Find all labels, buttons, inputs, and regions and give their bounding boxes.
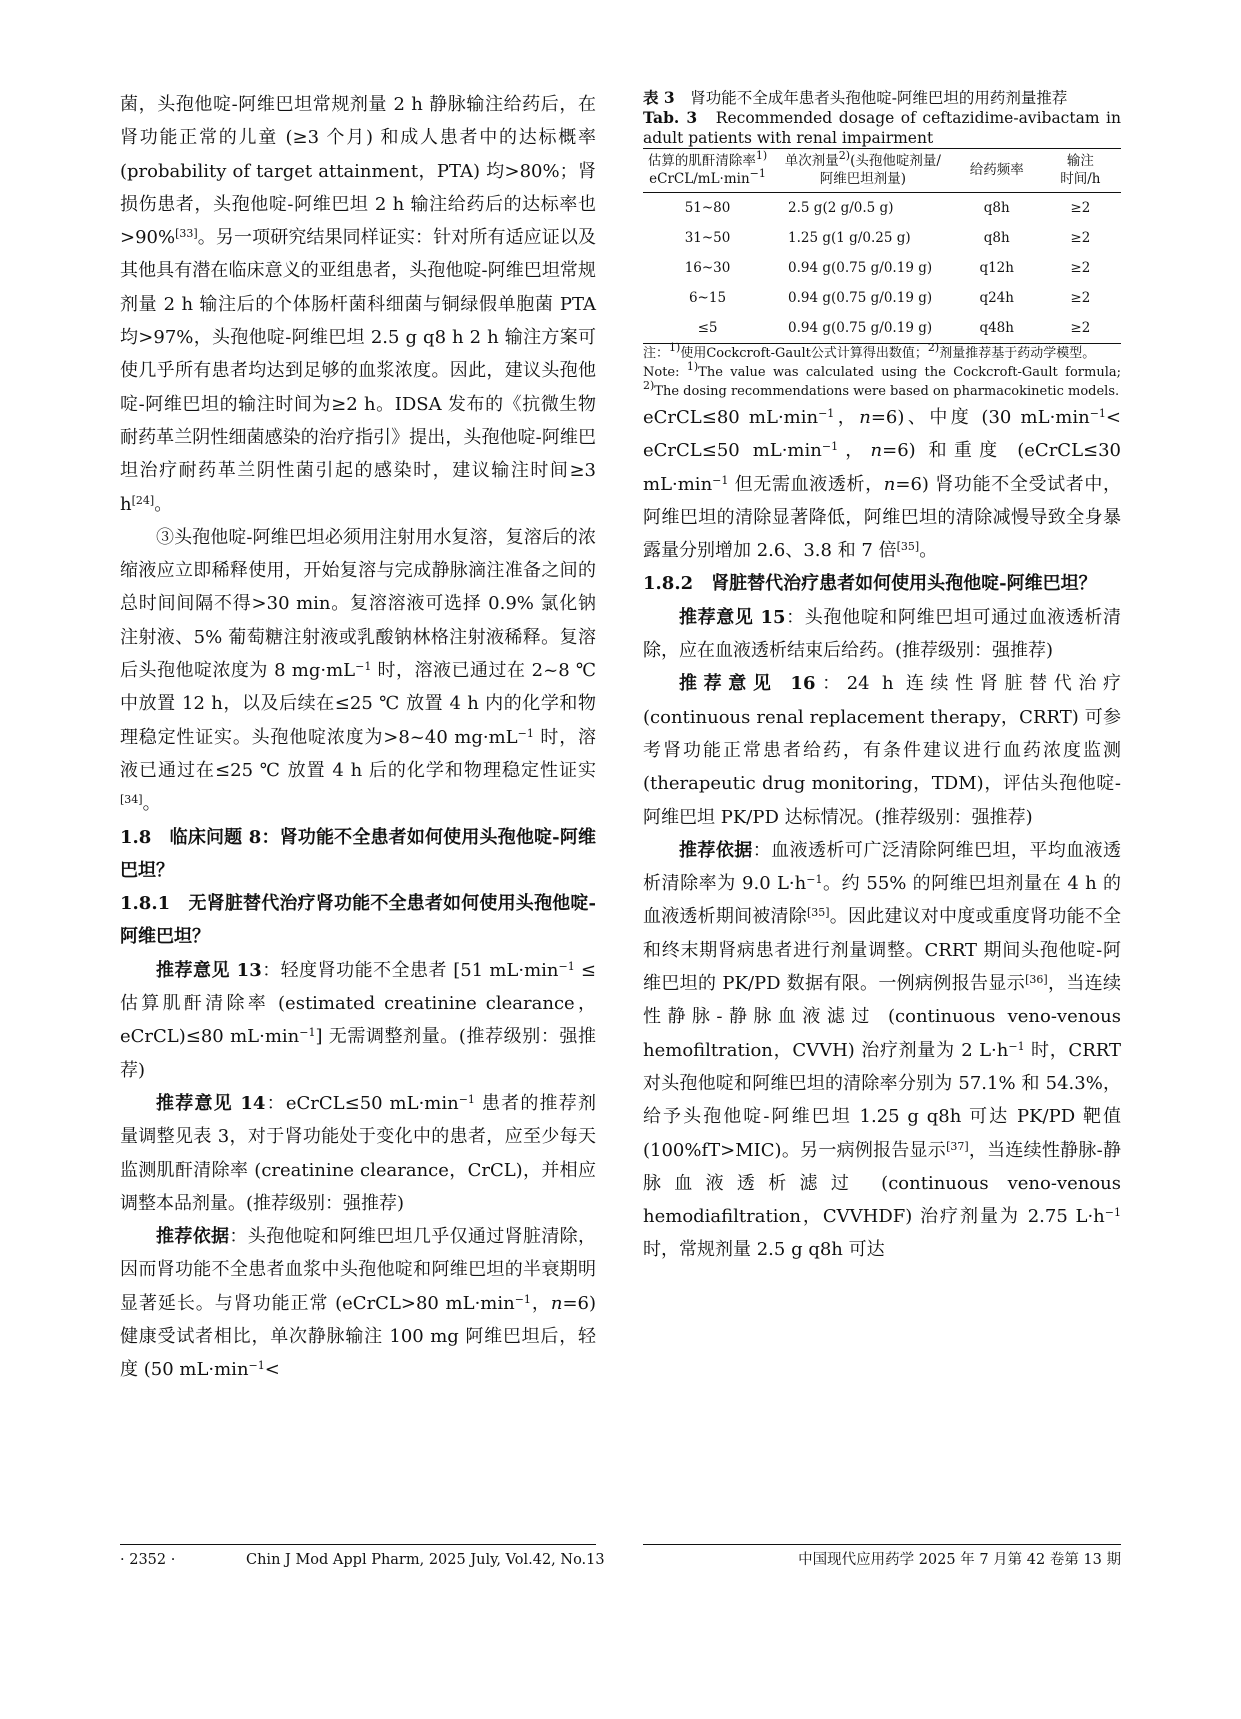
- header-dose: 单次剂量$^{2)}$(头孢他啶剂量/ 阿维巴坦剂量): [784, 149, 941, 187]
- table-caption-cn: 表 3 肾功能不全成年患者头孢他啶-阿维巴坦的用药剂量推荐: [643, 88, 1068, 107]
- paragraph-clearance: eCrCL≤80 $mL\cdot\min^{-1}$，n=6)、中度 (30 $mL\cdot\min^{-1}<$ eCrCL≤50 $mL\cdot\min^{-1}$，n=6) 和重度 (eCrCL≤30 $mL\cdot\min^{-1}$ 但无需血液透析，n=6) 肾功能不全受试者中，阿维巴坦的清除显著降低，阿维巴坦的清除减慢导致全身暴露量分别增加 2.6、3.8 和 7 倍[35]。: [643, 407, 1122, 562]
- header-frequency: 给药频率: [969, 162, 1024, 178]
- section-heading-1-8: 1.8 临床问题 8：肾功能不全患者如何使用头孢他啶-阿维巴坦？: [120, 826, 596, 881]
- recommendation-16: 推荐意见 16：24 h 连续性肾脏替代治疗 (continuous renal replacement therapy，CRRT) 可参考肾功能正常患者给药，有条件建议进行血药浓度监测 (therapeutic drug monitoring，TDM)，评估头孢他啶-阿维巴坦 PK/PD 达标情况。(推荐级别：强推荐): [643, 673, 1121, 828]
- table-row: 16~30 0.94 g(0.75 g/0.19 g) q12h ≥2: [684, 260, 1091, 276]
- citation: [34]: [120, 793, 143, 807]
- recommendation-14: 推荐意见 14：eCrCL≤50 $mL\cdot\min^{-1}$ 患者的推荐剂量调整见表 3，对于肾功能处于变化中的患者，应至少每天监测肌酐清除率 (creatinine clearance，CrCL)，并相应调整本品剂量。(推荐级别：强推荐): [120, 1092, 596, 1214]
- table-3-block: [643, 88, 1121, 401]
- header-crcl: 估算的肌酐清除率$^{1)}$ eCrCL/$mL\cdot\min^{-1}$: [647, 149, 768, 187]
- citation: [33]: [175, 227, 198, 241]
- citation: [36]: [1025, 973, 1048, 987]
- table-note-en: Note: $^{1)}$The value was calculated using the Cockcroft-Gault formula; $^{2)}$The dosing recommendations were based on pharmacokinetic models.: [643, 360, 1121, 399]
- right-column: [643, 88, 1121, 1267]
- dosage-table: [643, 148, 1121, 344]
- table-row: ≤5 0.94 g(0.75 g/0.19 g) q48h ≥2: [697, 320, 1091, 336]
- section-heading-1-8-1: 1.8.1 无肾脏替代治疗肾功能不全患者如何使用头孢他啶-阿维巴坦？: [120, 893, 596, 948]
- paragraph-ptа: 菌，头孢他啶-阿维巴坦常规剂量 2 h 静脉输注给药后，在肾功能正常的儿童 (≥3 个月) 和成人患者中的达标概率 (probability of target attainment，PTA) 均>80%；肾损伤患者，头孢他啶-阿维巴坦 2 h 输注给药后的达标率也>90%[33]。另一项研究结果同样证实：针对所有适应证以及其他具有潜在临床意义的亚组患者，头孢他啶-阿维巴坦常规剂量 2 h 输注后的个体肠杆菌科细菌与铜绿假单胞菌 PTA 均>97%，头孢他啶-阿维巴坦 2.5 g q8 h 2 h 输注方案可使几乎所有患者均达到足够的血浆浓度。因此，建议头孢他啶-阿维巴坦的输注时间为≥2 h。IDSA 发布的《抗微生物耐药革兰阴性细菌感染的治疗指引》提出，头孢他啶-阿维巴坦治疗耐药革兰阴性菌引起的感染时，建议输注时间≥3 h[24]。: [120, 94, 596, 515]
- table-header-row: [643, 149, 1121, 193]
- paragraph-reconstitution: ③头孢他啶-阿维巴坦必须用注射用水复溶，复溶后的浓缩液应立即稀释使用，开始复溶与完成静脉滴注准备之间的总时间间隔不得>30 min。复溶溶液可选择 0.9% 氯化钠注射液、5% 葡萄糖注射液或乳酸钠林格注射液稀释。复溶后头孢他啶浓度为 8 $mg\cdot mL^{-1}$ 时，溶液已通过在 2~8 ℃ 中放置 12 h，以及后续在≤25 ℃ 放置 4 h 内的化学和物理稳定性证实。头孢他啶浓度为>8~40 $mg\cdot mL^{-1}$ 时，溶液已通过在≤25 ℃ 放置 4 h 后的化学和物理稳定性证实[34]。: [120, 526, 596, 815]
- recommendation-basis-left: 推荐依据：头孢他啶和阿维巴坦几乎仅通过肾脏清除，因而肾功能不全患者血浆中头孢他啶和阿维巴坦的半衰期明显著延长。与肾功能正常 (eCrCL>80 $mL\cdot\min^{-1}$，n=6) 健康受试者相比，单次静脉输注 100 mg 阿维巴坦后，轻度 (50 $mL\cdot\min^{-1}<$: [120, 1226, 597, 1381]
- citation: [35]: [806, 906, 830, 920]
- page-number: · 2352 ·: [120, 1552, 176, 1568]
- recommendation-basis-right: 推荐依据：血液透析可广泛清除阿维巴坦，平均血液透析清除率为 9.0 $L\cdot h^{-1}$。约 55% 的阿维巴坦剂量在 4 h 的血液透析期间被清除[35]。因此建议对中度或重度肾功能不全和终末期肾病患者进行剂量调整。CRRT 期间头孢他啶-阿维巴坦的 PK/PD 数据有限。一例病例报告显示[36]，当连续性静脉-静脉血液滤过 (continuous veno-venous hemofiltration，CVVH) 治疗剂量为 2 $L\cdot h^{-1}$ 时，CRRT 对头孢他啶和阿维巴坦的清除率分别为 57.1% 和 54.3%，给予头孢他啶-阿维巴坦 1.25 g q8h 可达 PK/PD 靶值 (100%fT>MIC)。另一病例报告显示[37]，当连续性静脉-静脉血液透析滤过 (continuous veno-venous hemodiafiltration，CVVHDF) 治疗剂量为 2.75 $L\cdot h^{-1}$ 时，常规剂量 2.5 g q8h 可达: [643, 839, 1122, 1261]
- table-row: 31~50 1.25 g(1 g/0.25 g) q8h ≥2: [684, 230, 1091, 246]
- footer-rule-left: [120, 1544, 596, 1545]
- citation: [24]: [131, 493, 155, 507]
- citation: [35]: [896, 540, 920, 554]
- table-note-cn: 注：$^{1)}$使用Cockcroft-Gault公式计算得出数值；$^{2)}$剂量推荐基于药动学模型。: [643, 341, 1096, 361]
- journal-name-en: Chin J Mod Appl Pharm, 2025 July, Vol.42, No.13: [246, 1552, 605, 1568]
- footer-rule-right: [643, 1544, 1121, 1545]
- table-caption-en: Tab. 3 Recommended dosage of ceftazidime-avibactam in adult patients with renal impairment: [643, 108, 1121, 147]
- section-heading-1-8-2: 1.8.2 肾脏替代治疗患者如何使用头孢他啶-阿维巴坦？: [643, 573, 1097, 595]
- citation: [37]: [946, 1139, 969, 1153]
- table-row: 51~80 2.5 g(2 g/0.5 g) q8h ≥2: [684, 200, 1091, 216]
- journal-name-cn: 中国现代应用药学 2025 年 7 月第 42 卷第 13 期: [798, 1552, 1121, 1568]
- table-row: 6~15 0.94 g(0.75 g/0.19 g) q24h ≥2: [688, 290, 1091, 306]
- recommendation-15: 推荐意见 15：头孢他啶和阿维巴坦可通过血液透析清除，应在血液透析结束后给药。(推荐级别：强推荐): [643, 606, 1121, 662]
- recommendation-13: 推荐意见 13：轻度肾功能不全患者 [51 $mL\cdot\min^{-1}$ ≤估算肌酐清除率 (estimated creatinine clearance，eCrCL)≤80 $mL\cdot\min^{-1}$] 无需调整剂量。(推荐级别：强推荐): [120, 959, 596, 1081]
- header-infusion-time: 输注 时间/h: [1060, 153, 1101, 187]
- left-column: [120, 88, 596, 1387]
